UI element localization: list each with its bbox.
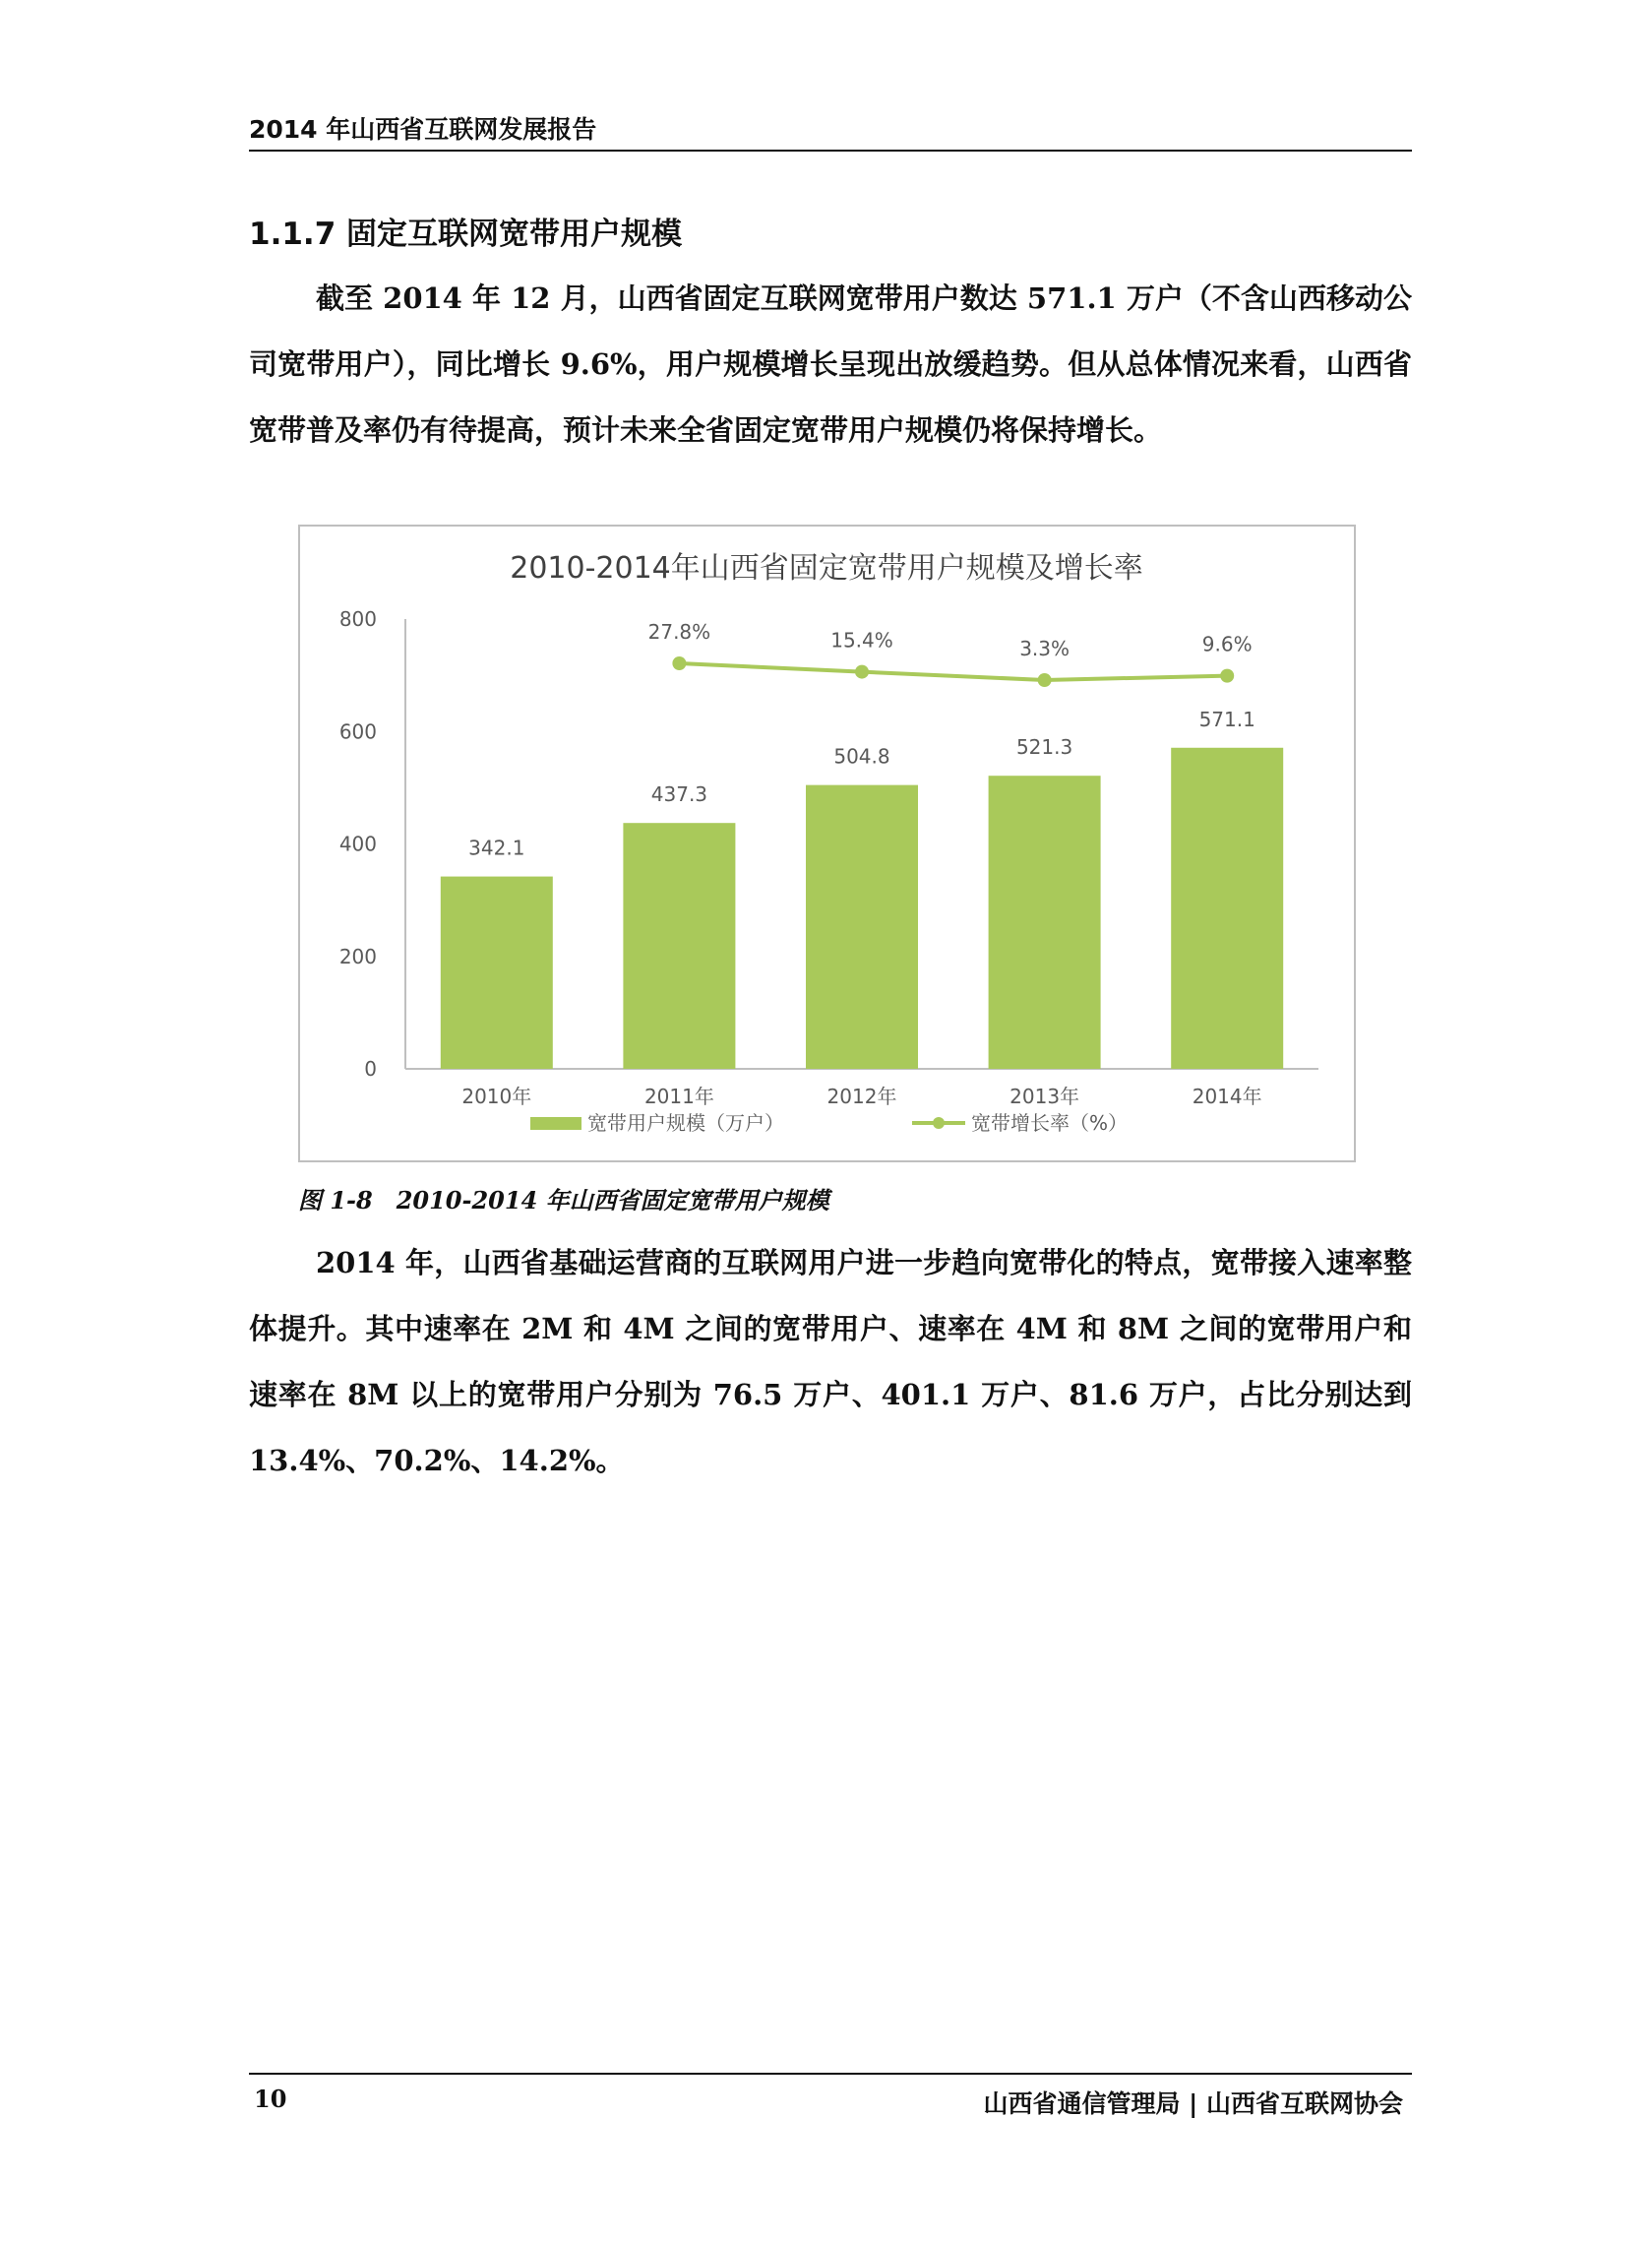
growth-rate-point xyxy=(855,665,869,679)
x-tick-label: 2014年 xyxy=(1192,1085,1262,1108)
paragraph-2: 2014 年，山西省基础运营商的互联网用户进一步趋向宽带化的特点，宽带接入速率整体提升。其中速率在 2M 和 4M 之间的宽带用户、速率在 4M 和 8M 之间的宽带用户和速率在 8M 以上的宽带用户分别为 76.5 万户、401.1 万户、81.6 万户，占比分别达到 13.4%、70.2%、14.2%。 xyxy=(249,1246,1412,1477)
bar xyxy=(806,785,918,1069)
bar xyxy=(441,877,553,1069)
legend-label-bars: 宽带用户规模（万户） xyxy=(587,1111,784,1135)
section-heading: 1.1.7 固定互联网宽带用户规模 xyxy=(249,217,683,252)
footer-organization: 山西省通信管理局 | 山西省互联网协会 xyxy=(983,2089,1403,2118)
header-divider xyxy=(249,150,1412,152)
growth-rate-label: 9.6% xyxy=(1201,632,1253,656)
growth-rate-label: 3.3% xyxy=(1019,637,1071,660)
bar-value-label: 504.8 xyxy=(833,744,890,769)
footer-divider xyxy=(249,2073,1412,2075)
paragraph-1: 截至 2014 年 12 月，山西省固定互联网宽带用户数达 571.1 万户（不含山西移动公司宽带用户），同比增长 9.6%，用户规模增长呈现出放缓趋势。但从总体情况来看，山西省宽带普及率仍有待提高，预计未来全省固定宽带用户规模仍将保持增长。 xyxy=(249,281,1412,447)
bar-value-label: 571.1 xyxy=(1198,707,1255,731)
bar xyxy=(989,776,1101,1069)
figure-caption: 图 1-8 2010-2014 年山西省固定宽带用户规模 xyxy=(298,1186,829,1214)
bar-value-label: 342.1 xyxy=(468,836,525,860)
y-tick-label: 600 xyxy=(338,719,377,744)
report-header-title: 2014 年山西省互联网发展报告 xyxy=(249,115,597,144)
x-tick-label: 2010年 xyxy=(461,1085,532,1108)
y-tick-label: 200 xyxy=(338,944,377,968)
broadband-chart xyxy=(300,527,1354,1160)
growth-rate-label: 27.8% xyxy=(647,620,711,644)
x-tick-label: 2012年 xyxy=(826,1085,897,1108)
y-tick-label: 0 xyxy=(364,1057,377,1081)
growth-rate-point xyxy=(1038,673,1052,687)
growth-rate-point xyxy=(672,656,686,670)
growth-rate-point xyxy=(1220,669,1234,683)
bar-value-label: 437.3 xyxy=(650,782,708,807)
y-tick-label: 800 xyxy=(338,607,377,631)
chart-container xyxy=(298,525,1356,1162)
legend-swatch-marker xyxy=(933,1117,945,1129)
bar xyxy=(623,823,735,1069)
bar xyxy=(1171,748,1283,1069)
growth-rate-line xyxy=(679,663,1227,680)
x-tick-label: 2013年 xyxy=(1010,1085,1080,1108)
page-number: 10 xyxy=(254,2085,287,2113)
growth-rate-label: 15.4% xyxy=(830,628,893,653)
bar-value-label: 521.3 xyxy=(1015,735,1073,760)
chart-title: 2010-2014年山西省固定宽带用户规模及增长率 xyxy=(510,551,1143,586)
x-tick-label: 2011年 xyxy=(643,1085,714,1108)
legend-swatch-bars xyxy=(530,1117,581,1130)
y-tick-label: 400 xyxy=(338,832,377,856)
legend-label-line: 宽带增长率（%） xyxy=(971,1111,1129,1135)
